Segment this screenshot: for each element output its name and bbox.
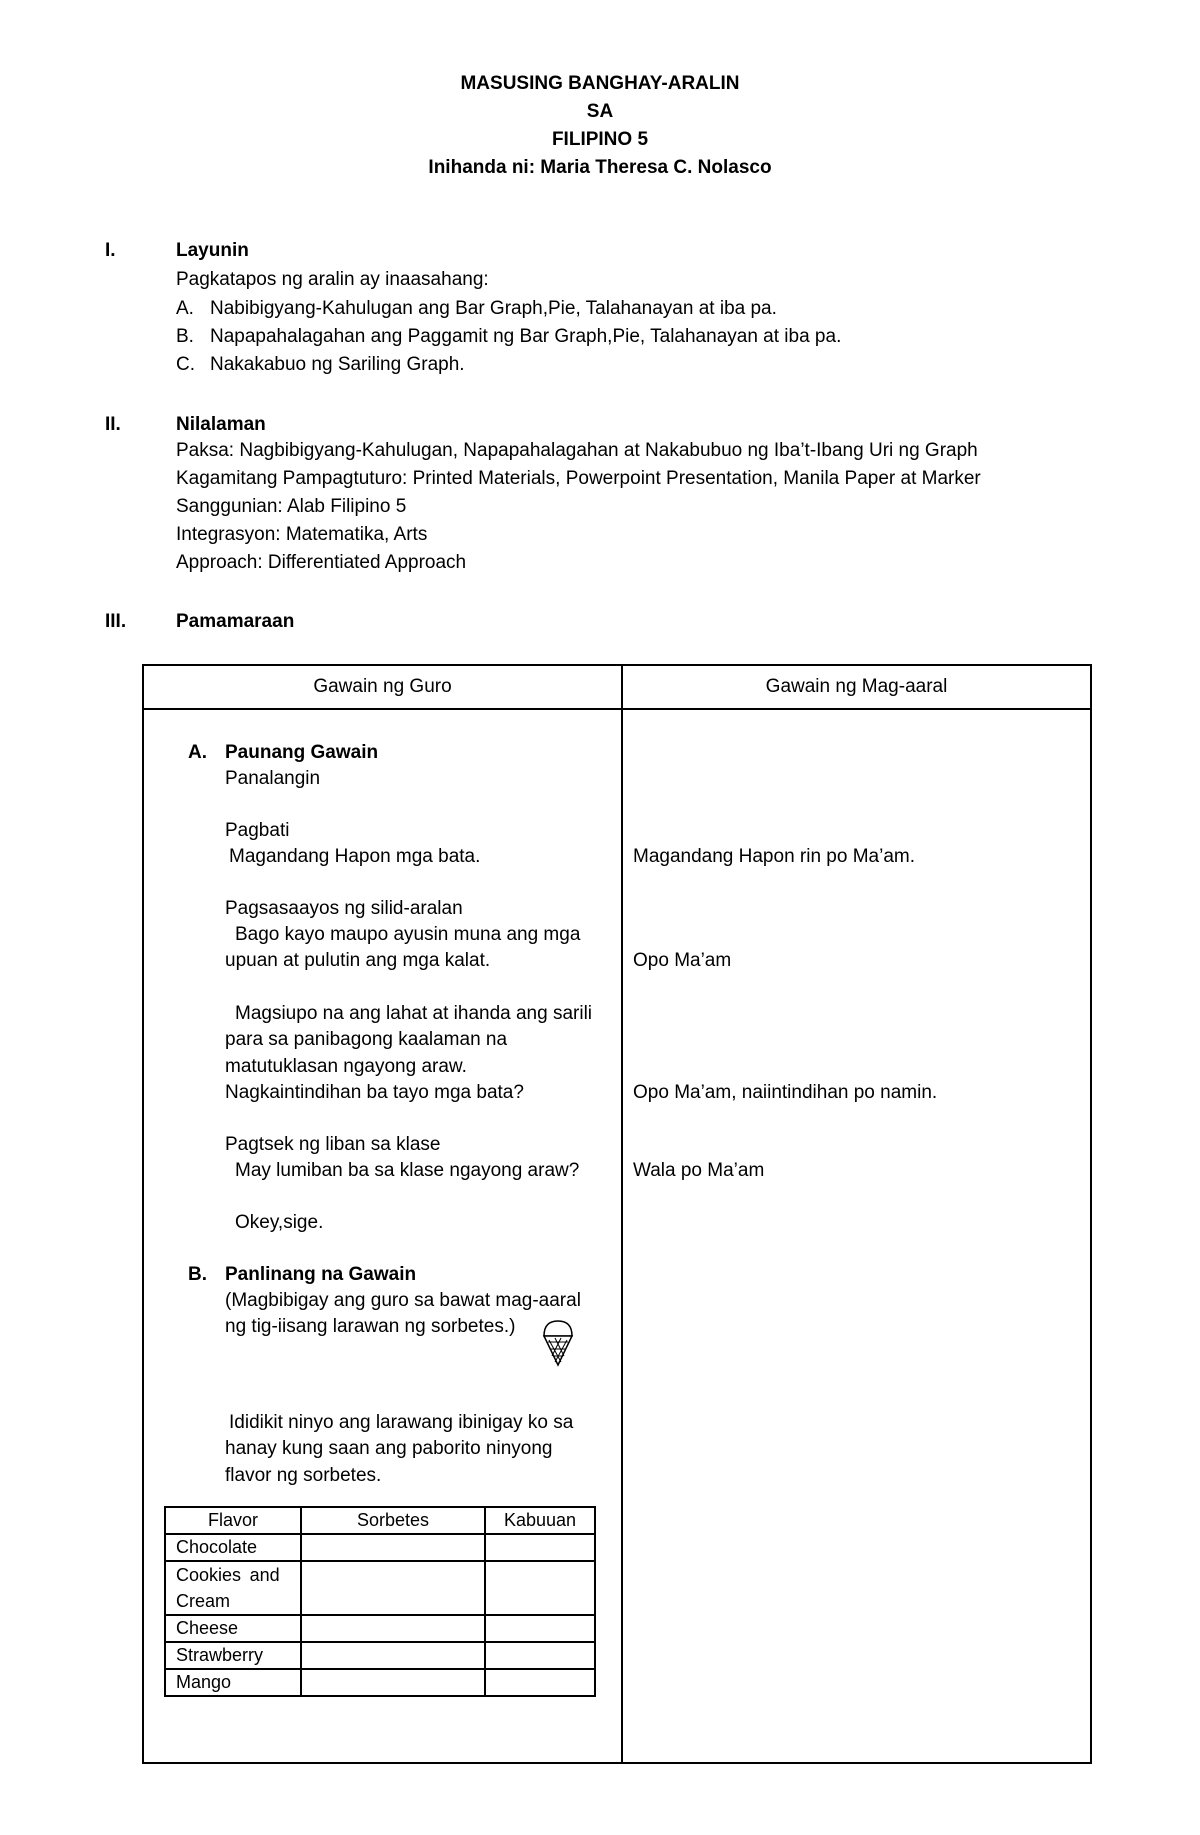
section-1-intro: Pagkatapos ng aralin ay inaasahang:: [176, 269, 489, 290]
section-2-number: II.: [105, 414, 121, 435]
kabuuan-cell[interactable]: [485, 1669, 595, 1696]
objective-letter: C.: [176, 354, 195, 375]
flavor-name: Mango: [165, 1669, 301, 1696]
part-a-letter: A.: [188, 742, 207, 763]
objective-b: [176, 326, 841, 348]
kabuuan-cell[interactable]: [485, 1615, 595, 1642]
ididikit-line-3: flavor ng sorbetes.: [225, 1465, 382, 1486]
magbibigay-line-2: ng tig-iisang larawan ng sorbetes.): [225, 1316, 516, 1337]
magsiupo-line-1: Magsiupo na ang lahat at ihanda ang sarili: [235, 1003, 593, 1024]
column-divider: [621, 666, 623, 1762]
lumiban-question: May lumiban ba sa klase ngayong araw?: [235, 1160, 580, 1181]
document-author: Inihanda ni: Maria Theresa C. Nolasco: [428, 157, 772, 178]
kabuuan-cell[interactable]: [485, 1534, 595, 1561]
magsiupo-line-3: matutuklasan ngayong araw.: [225, 1056, 467, 1077]
section-2-title: Nilalaman: [176, 414, 266, 435]
flavor-header: Flavor: [165, 1507, 301, 1534]
flavor-table-header: [165, 1507, 595, 1534]
header-divider: [144, 708, 1090, 710]
teacher-column-header: Gawain ng Guro: [313, 676, 452, 697]
student-column-header: Gawain ng Mag-aaral: [765, 676, 948, 697]
document-subject: FILIPINO 5: [551, 129, 649, 150]
flavor-name: Cookies and Cream: [165, 1561, 301, 1615]
flavor-name: Chocolate: [165, 1534, 301, 1561]
magsiupo-line-2: para sa panibagong kaalaman na: [225, 1029, 508, 1050]
part-b-title: Panlinang na Gawain: [225, 1264, 417, 1285]
document-sa: SA: [586, 101, 614, 122]
student-greeting: Magandang Hapon rin po Ma’am.: [633, 846, 916, 867]
student-wala: Wala po Ma’am: [633, 1160, 765, 1181]
table-row: [165, 1534, 595, 1561]
pagbati-label: Pagbati: [225, 820, 290, 841]
sorbetes-cell[interactable]: [301, 1642, 485, 1669]
pagtsek-label: Pagtsek ng liban sa klase: [225, 1134, 441, 1155]
objective-letter: A.: [176, 298, 194, 319]
objective-a: [176, 298, 777, 320]
section-1-title: Layunin: [176, 240, 249, 261]
nilalaman-sanggunian: Sanggunian: Alab Filipino 5: [176, 496, 407, 517]
kabuuan-cell[interactable]: [485, 1642, 595, 1669]
ice-cream-cone-icon: [541, 1318, 575, 1368]
objective-c: [176, 354, 465, 376]
pagsasaayos-label: Pagsasaayos ng silid-aralan: [225, 898, 463, 919]
student-opo: Opo Ma’am: [633, 950, 732, 971]
kabuuan-header: Kabuuan: [485, 1507, 595, 1534]
kabuuan-cell[interactable]: [485, 1561, 595, 1615]
document-title: MASUSING BANGHAY-ARALIN: [460, 73, 740, 94]
objective-letter: B.: [176, 326, 194, 347]
nagkaintindihan-question: Nagkaintindihan ba tayo mga bata?: [225, 1082, 524, 1103]
table-row: [165, 1561, 595, 1615]
flavor-name: Strawberry: [165, 1642, 301, 1669]
ididikit-line-1: Ididikit ninyo ang larawang ibinigay ko sa: [229, 1412, 574, 1433]
sorbetes-cell[interactable]: [301, 1669, 485, 1696]
flavor-table: [164, 1506, 596, 1697]
student-naiintindihan: Opo Ma’am, naiintindihan po namin.: [633, 1082, 938, 1103]
nilalaman-paksa: Paksa: Nagbibigyang-Kahulugan, Napapahalagahan at Nakabubuo ng Iba’t-Ibang Uri ng Graph: [176, 440, 978, 461]
sorbetes-cell[interactable]: [301, 1534, 485, 1561]
objective-text: Nabibigyang-Kahulugan ang Bar Graph,Pie, Talahanayan at iba pa.: [210, 298, 777, 319]
table-row: [165, 1669, 595, 1696]
part-b-letter: B.: [188, 1264, 207, 1285]
sorbetes-header: Sorbetes: [301, 1507, 485, 1534]
table-row: [165, 1615, 595, 1642]
nilalaman-kagamitan: Kagamitang Pampagtuturo: Printed Materials, Powerpoint Presentation, Manila Paper at Marker: [176, 468, 981, 489]
table-row: [165, 1642, 595, 1669]
objective-text: Napapahalagahan ang Paggamit ng Bar Graph,Pie, Talahanayan at iba pa.: [210, 326, 842, 347]
sorbetes-cell[interactable]: [301, 1561, 485, 1615]
document-header: [0, 70, 1200, 182]
procedure-table: [142, 664, 1092, 1764]
ayusin-line-1: Bago kayo maupo ayusin muna ang mga: [235, 924, 581, 945]
panalangin-label: Panalangin: [225, 768, 321, 789]
nilalaman-integrasyon: Integrasyon: Matematika, Arts: [176, 524, 428, 545]
section-3-number: III.: [105, 611, 127, 632]
section-3-title: Pamamaraan: [176, 611, 295, 632]
part-a-title: Paunang Gawain: [225, 742, 379, 763]
sorbetes-cell[interactable]: [301, 1615, 485, 1642]
ididikit-line-2: hanay kung saan ang paborito ninyong: [225, 1438, 553, 1459]
flavor-name: Cheese: [165, 1615, 301, 1642]
magbibigay-line-1: (Magbibigay ang guro sa bawat mag-aaral: [225, 1290, 581, 1311]
ayusin-line-2: upuan at pulutin ang mga kalat.: [225, 950, 491, 971]
nilalaman-approach: Approach: Differentiated Approach: [176, 552, 467, 573]
objective-text: Nakakabuo ng Sariling Graph.: [210, 354, 465, 375]
teacher-greeting: Magandang Hapon mga bata.: [229, 846, 481, 867]
section-1-number: I.: [105, 240, 116, 261]
okey-text: Okey,sige.: [235, 1212, 324, 1233]
